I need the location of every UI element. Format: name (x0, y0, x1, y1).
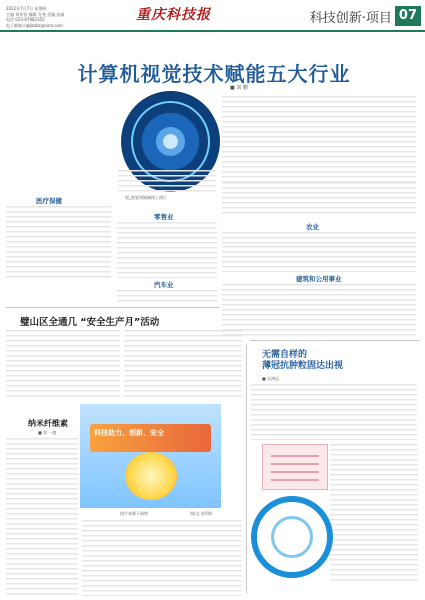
right-article-text (251, 384, 417, 440)
section-header (310, 5, 421, 27)
section-name: 科技创新·项目 (309, 10, 392, 26)
certificate-image (262, 444, 328, 490)
safety-image-caption: 图片来源于网络 (120, 511, 148, 516)
eye-image-caption: 视_视觉领域制图 | 图片 (125, 195, 167, 200)
date-line: 2022年7月7日 星期四 (6, 6, 47, 11)
subhead-building: 建筑和公用事业 (296, 275, 342, 283)
page-number: 07 (395, 6, 421, 26)
subhead-medical: 医疗保健 (36, 197, 62, 205)
safety-headline: 璧山区全通几 “安全生产月”活动 (20, 317, 160, 328)
subhead-farming: 农业 (306, 223, 319, 231)
masthead-info (6, 6, 96, 28)
newspaper-logo: 重庆科技报 (136, 7, 211, 23)
safety-text-right (124, 330, 242, 400)
top-rule (0, 30, 425, 32)
column-divider (246, 344, 247, 594)
intro-text-block (222, 96, 416, 182)
right-headline (262, 350, 343, 372)
ring-image (251, 496, 333, 578)
right-text-1 (222, 182, 416, 214)
section-divider (6, 307, 220, 308)
phone-line: 电话 023-67983355 (6, 17, 45, 22)
safety-image (80, 404, 221, 508)
nano-image-caption: 图/文 苏利忻 (190, 511, 213, 516)
main-headline: 计算机视觉技术赋能五大行业 (77, 62, 351, 86)
subhead-retail: 零售业 (154, 213, 174, 221)
building-text (222, 284, 416, 338)
farming-text (222, 232, 416, 244)
safety-banner-text: 科技助力、创新、安全 (94, 429, 164, 437)
right-text-2 (222, 246, 416, 272)
safety-text-left (6, 330, 120, 400)
email-line: 电子邮箱 cqkjbzbz@sina.com (6, 22, 63, 28)
nano-text-right (82, 520, 242, 596)
auto-text (117, 290, 217, 302)
right-divider (250, 340, 420, 341)
lightbulb-icon (125, 452, 177, 500)
nano-headline: 纳米纤维素 (28, 419, 68, 428)
subhead-auto: 汽车业 (154, 281, 174, 289)
medical-text (6, 206, 111, 280)
right-article-text-2 (330, 444, 418, 584)
right-headline-line2: 薄冠抗肿粒固达出视 (262, 361, 344, 371)
retail-text (117, 222, 217, 278)
right-headline-line1: 无需自样的 (262, 350, 308, 360)
nano-text-left (6, 438, 78, 596)
eye-caption-text (118, 170, 216, 192)
issue-line: 主编 刘作权 编辑 肖尧 美编 孙渝 (6, 11, 65, 17)
right-byline: ■ 吴鸿远 (262, 376, 280, 381)
main-byline: ■ 刘 鹏 (230, 85, 248, 91)
nano-byline: ■ 刘 一超 (38, 430, 57, 435)
